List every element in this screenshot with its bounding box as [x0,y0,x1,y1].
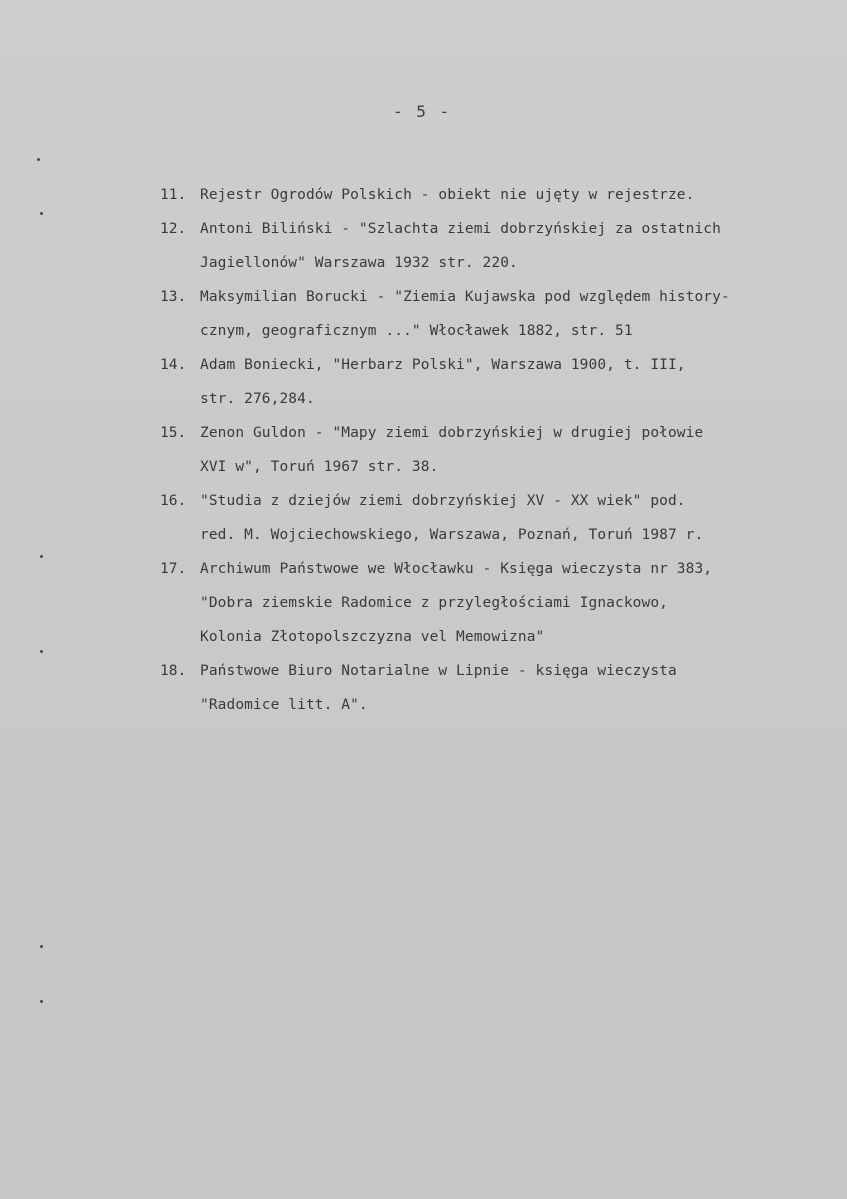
entry-text: cznym, geograficznym ..." Włocławek 1882, str. 51 [200,323,633,339]
entry-text: red. M. Wojciechowskiego, Warszawa, Poznań, Toruń 1987 r. [200,527,704,543]
bibliography-list [160,178,820,722]
entry-text: Jagiellonów" Warszawa 1932 str. 220. [200,255,518,271]
margin-mark [40,212,43,215]
entry-text: "Dobra ziemskie Radomice z przyległościami Ignackowo, [200,595,668,611]
entry-number: 16. [160,493,187,509]
entry-number: 17. [160,561,187,577]
entry-number: 15. [160,425,187,441]
entry-text: "Radomice litt. A". [200,697,368,713]
entry-text: Państwowe Biuro Notarialne w Lipnie - księga wieczysta [200,663,677,679]
entry-text: Zenon Guldon - "Mapy ziemi dobrzyńskiej w drugiej połowie [200,425,704,441]
bibliography-entry [160,178,820,212]
bibliography-entry [160,348,820,416]
entry-text: Antoni Biliński - "Szlachta ziemi dobrzyńskiej za ostatnich [200,221,721,237]
margin-mark [37,158,40,161]
entry-number: 14. [160,357,187,373]
entry-text: Rejestr Ogrodów Polskich - obiekt nie ujęty w rejestrze. [200,187,695,203]
bibliography-entry [160,212,820,280]
entry-number: 13. [160,289,187,305]
entry-text: Archiwum Państwowe we Włocławku - Księga wieczysta nr 383, [200,561,713,577]
entry-number: 12. [160,221,187,237]
bibliography-entry [160,280,820,348]
bibliography-entry [160,484,820,552]
entry-text: XVI w", Toruń 1967 str. 38. [200,459,439,475]
bibliography-entry [160,416,820,484]
page-number: - 5 - [393,102,452,121]
entry-text: str. 276,284. [200,391,315,407]
bibliography-entry [160,552,820,654]
margin-mark [40,555,43,558]
entry-text: "Studia z dziejów ziemi dobrzyńskiej XV - XX wiek" pod. [200,493,686,509]
margin-mark [40,1000,43,1003]
entry-number: 11. [160,187,187,203]
entry-text: Maksymilian Borucki - "Ziemia Kujawska pod względem history- [200,289,730,305]
entry-text: Adam Boniecki, "Herbarz Polski", Warszawa 1900, t. III, [200,357,686,373]
entry-number: 18. [160,663,187,679]
margin-mark [40,650,43,653]
margin-mark [40,945,43,948]
bibliography-entry [160,654,820,722]
entry-text: Kolonia Złotopolszczyzna vel Memowizna" [200,629,545,645]
